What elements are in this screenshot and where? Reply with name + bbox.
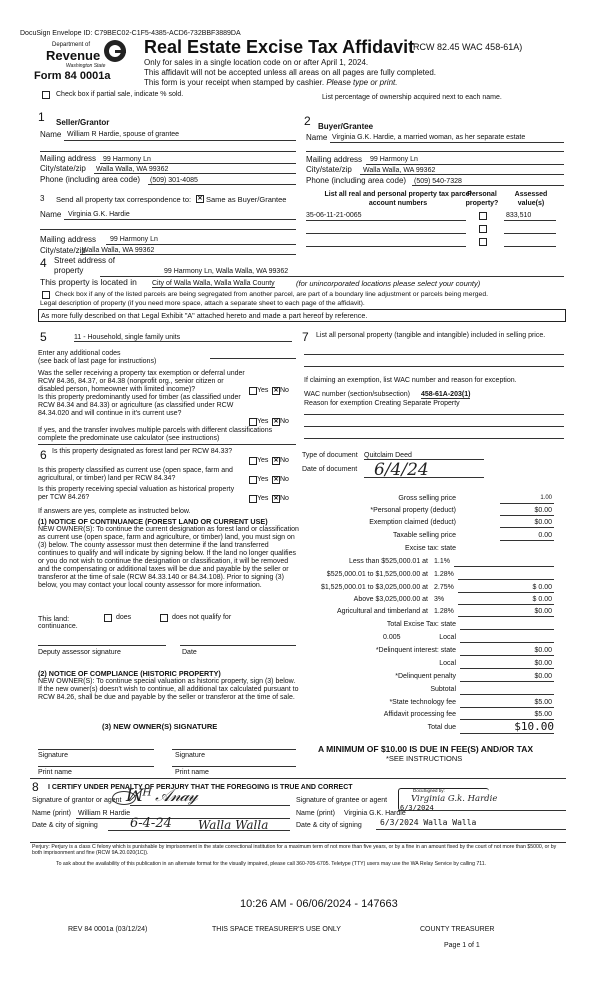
certify-text: I CERTIFY UNDER PENALTY OF PERJURY THAT THE FOREGOING IS TRUE AND CORRECT [48, 784, 353, 791]
grantor-sig-label: Signature of grantor or agent [32, 797, 122, 804]
doc-type-label: Type of document [302, 452, 358, 459]
section6-q1: Is this property designated as forest land per RCW 84.33? [52, 448, 233, 455]
tax-value-gross[interactable]: 1.00 [540, 495, 552, 501]
does-not-checkbox[interactable] [160, 614, 168, 622]
street-label-2: property [54, 266, 84, 275]
s6q3-yes-checkbox[interactable] [249, 495, 257, 503]
q1-yes-checkbox[interactable] [249, 387, 257, 395]
deputy-signature-label: Deputy assessor signature [38, 649, 121, 656]
located-value[interactable]: City of Walla Walla, Walla Walla County [152, 280, 275, 287]
pct-note: List percentage of ownership acquired next to each name. [322, 94, 502, 101]
new-owner-print-2[interactable]: Print name [175, 769, 209, 776]
section6-number: 6 [40, 448, 47, 462]
grantor-city[interactable]: Walla Walla [198, 818, 269, 832]
personal-property-checkbox-1[interactable] [479, 212, 487, 220]
buyer-mailing-value[interactable]: 99 Harmony Ln [370, 156, 418, 163]
tax-label-taxable: Taxable selling price [392, 532, 456, 539]
buyer-heading: Buyer/Grantee [318, 122, 374, 131]
section6-q3: Is this property receiving special valuation as historical property per TCW 84.26? [38, 486, 235, 501]
grantee-date-small: 6/3/2024 [400, 804, 434, 812]
notice1-title: (1) NOTICE OF CONTINUANCE (FOREST LAND OR CURRENT USE) [38, 517, 268, 526]
s6q1-no-checkbox[interactable]: ✕ [273, 458, 279, 464]
seller-name-label: Name [40, 130, 62, 139]
buyer-city-label: City/state/zip [306, 165, 352, 174]
bracket-rate-3: 2.75% [434, 584, 454, 591]
doc-type-value[interactable]: Quitclaim Deed [364, 452, 484, 460]
tax-label-gross: Gross selling price [398, 495, 456, 502]
header-line1: Only for sales in a single location code on or after April 1, 2024. [144, 58, 369, 67]
s6q1-yes-checkbox[interactable] [249, 457, 257, 465]
segregate-label: Check box if any of the listed parcels are being segregated from another parcel, are part of a boundary line adjustment or parcels being merged. [55, 291, 488, 298]
revenue-logo-icon [104, 40, 126, 62]
wac-label: WAC number (section/subsection) [304, 391, 410, 398]
availability-notice: To ask about the availability of this publication in an alternate format for the visually impaired, please call 360-705-6705. Teletype (TTY) users may use the WA Relay Service by calling 711. [56, 861, 487, 867]
s6q2-no-label: No [280, 476, 289, 483]
street-label-1: Street address of [54, 256, 115, 265]
notice1-body: NEW OWNER(S): To continue the current designation as forest land or classification as current use (open space, farm and agriculture, or timber) land, you must sign on (3) below. The county assessor must then determine if the land transferred continues to qualify and will indicate by signing below. If the land no longer qualifies or you do not wish to continue the designation or classification, it will be removed and the compensating or additional taxes will be due and payable by the seller or transferor at the time of sale (RCW 84.33.140 or 84.34.108). Prior to signing (3) below, you may contact your local county assessor for more information. [38, 526, 299, 589]
s6q2-no-checkbox[interactable]: ✕ [273, 477, 279, 483]
section3-mailing-value[interactable]: 99 Harmony Ln [110, 236, 158, 243]
tax-value-exemption[interactable]: $0.00 [534, 519, 552, 526]
doc-date-value[interactable]: 6/4/24 [374, 460, 429, 480]
personal-property-checkbox-3[interactable] [479, 238, 487, 246]
bracket-range-3: $1,525,000.01 to $3,025,000.00 at [320, 584, 428, 591]
footer-page: Page 1 of 1 [444, 942, 480, 949]
tax2-label-processing-fee: Affidavit processing fee [383, 711, 456, 718]
bracket-range-5: Agricultural and timberland at [336, 608, 428, 615]
grantor-date-label: Date & city of signing [32, 822, 98, 829]
tax-value-personal[interactable]: $0.00 [534, 507, 552, 514]
tax2-value-delinquent-local[interactable]: $0.00 [534, 660, 552, 667]
grantee-date-label: Date & city of signing [296, 822, 362, 829]
bracket-rate-2: 1.28% [434, 571, 454, 578]
tax2-value-processing-fee[interactable]: $5.00 [534, 711, 552, 718]
legal-label: Legal description of property (if you need more space, attach a separate sheet to each page of the affidavit). [40, 300, 365, 307]
tax2-value-total-due[interactable]: $10.00 [514, 720, 554, 733]
notice2-title: (2) NOTICE OF COMPLIANCE (HISTORIC PROPERTY) [38, 669, 221, 678]
section6-instr: If answers are yes, complete as instructed below. [38, 508, 191, 515]
docusigned-by: DocuSigned by: [413, 788, 445, 793]
header-line2: This affidavit will not be accepted unless all areas on all pages are fully completed. [144, 68, 437, 77]
tax2-label-delinquent-state: *Delinquent interest: state [375, 647, 456, 654]
segregate-checkbox[interactable] [42, 291, 50, 299]
bracket-rate-5: 1.28% [434, 608, 454, 615]
personal-property-checkbox-2[interactable] [479, 225, 487, 233]
section5-number: 5 [40, 330, 47, 344]
footer-county-treasurer: COUNTY TREASURER [420, 926, 495, 933]
bracket-value-5[interactable]: $0.00 [534, 608, 552, 615]
located-label: This property is located in [40, 277, 137, 287]
section7-number: 7 [302, 330, 309, 344]
tax2-value-penalty[interactable]: $0.00 [534, 673, 552, 680]
bracket-range-2: $525,000.01 to $1,525,000.00 at [326, 571, 428, 578]
tax2-label-tech-fee: *State technology fee [389, 699, 456, 706]
stamp-text: 10:26 AM - 06/06/2024 - 147663 [240, 898, 398, 910]
grantor-date[interactable]: 6-4-24 [130, 816, 172, 831]
tax2-label-penalty: *Delinquent penalty [395, 673, 456, 680]
q1-no-checkbox[interactable]: ✕ [273, 388, 279, 394]
section3-text: Send all property tax correspondence to: [56, 195, 192, 204]
partial-sale-label: Check box if partial sale, indicate % sold. [56, 91, 184, 98]
perjury-notice: Perjury: Perjury is a class C felony which is punishable by imprisonment in the state correctional institution for a maximum term of not more than five years, or by a fine in an amount fixed by the court of not more than $5000, or by both imprisonment and fine (RCW 9A.20.020(1C)). [32, 844, 557, 856]
s6q1-yes-label: Yes [257, 457, 269, 464]
section3-city-value[interactable]: Walla Walla, WA 99362 [82, 247, 155, 254]
tax2-label-total-due: Total due [427, 724, 456, 731]
section5-q3: If yes, and the transfer involves multiple parcels with different classifications complete the predominate use calculator (see instructions) [38, 427, 273, 442]
seller-mailing-value[interactable]: 99 Harmony Ln [103, 156, 151, 163]
bracket-rate-1: 1.1% [434, 558, 450, 565]
enter-codes-2: (see back of last page for instructions) [38, 358, 157, 365]
doc-date-label: Date of document [302, 466, 358, 473]
tax2-value-delinquent-state[interactable]: $0.00 [534, 647, 552, 654]
bracket-range-4: Above $3,025,000.00 at [353, 596, 428, 603]
section6-q2: Is this property classified as current use (open space, farm and agricultural, or timber) land per RCW 84.34? [38, 467, 233, 482]
grantee-sig-label: Signature of grantee or agent [296, 797, 388, 804]
bracket-value-4[interactable]: $ 0.00 [532, 596, 552, 603]
parcels-col1: List all real and personal property tax parcel account numbers [324, 191, 472, 207]
parcels-col2: Personal property? [465, 191, 499, 207]
section5-q2: Is this property predominantly used for timber (as classified under RCW 84.34 and 84.33) or agriculture (as classified under RCW 84.34.020 and will continue in it's current use? [38, 394, 241, 417]
does-label: does [116, 614, 132, 621]
q1-no-label: No [280, 387, 289, 394]
section3-mailing-label: Mailing address [40, 235, 97, 244]
form-title: Real Estate Excise Tax Affidavit [144, 37, 415, 57]
seller-name-value[interactable]: William R Hardie, spouse of grantee [67, 131, 180, 138]
section8-number: 8 [32, 780, 39, 794]
grantee-name-label: Name (print) [296, 810, 335, 817]
legal-description-value: As more fully described on that Legal Exhibit "A" attached hereto and made a part hereof by reference. [41, 311, 368, 320]
buyer-city-value[interactable]: Walla Walla, WA 99362 [363, 167, 436, 174]
tax-value-taxable[interactable]: 0.00 [538, 532, 552, 539]
seller-heading: Seller/Grantor [56, 118, 110, 127]
section3-name-value[interactable]: Virginia G.K. Hardie [68, 211, 130, 218]
tax2-label-total-state: Total Excise Tax: state [386, 621, 456, 628]
tax2-label-local: Local [439, 634, 456, 641]
q1-yes-label: Yes [257, 387, 269, 394]
continuance-label: continuance. [38, 623, 78, 630]
notice2-body: NEW OWNER(S): To continue special valuation as historic property, sign (3) below. If the new owner(s) doesn't wish to continue, all additional tax calculated pursuant to RCW 84.26, shall be due and payable by the seller or transferor at the time of sale. [38, 678, 299, 701]
section2-number: 2 [304, 114, 311, 128]
street-address[interactable]: 99 Harmony Ln, Walla Walla, WA 99362 [164, 268, 289, 275]
tax2-label-delinquent-local: Local [439, 660, 456, 667]
grantor-signature[interactable]: ꟽ̸ᴴ 𝒜𝓃𝒶𝓎 [126, 786, 197, 806]
wac-value[interactable]: 458-61A-203(1) [421, 391, 471, 398]
section5-q1: Was the seller receiving a property tax exemption or deferral under RCW 84.36, 84.37, or 84.38 (nonprofit org., senior citizen or disabled person, homeowner with limited income)? [38, 370, 245, 393]
section3-city-label: City/state/zip [40, 246, 86, 255]
same-as-buyer-checkbox[interactable]: ✕ [197, 196, 203, 202]
parcels-col3: Assessed value(s) [514, 191, 548, 207]
new-owner-print-1[interactable]: Print name [38, 769, 72, 776]
bracket-rate-4: 3% [434, 596, 445, 603]
section7-text: List all personal property (tangible and intangible) included in selling price. [316, 332, 546, 339]
this-land-label: This land: [38, 614, 70, 623]
grantee-date-city[interactable]: 6/3/2024 Walla Walla [380, 818, 477, 827]
tax2-value-tech-fee[interactable]: $5.00 [534, 699, 552, 706]
bracket-value-3[interactable]: $ 0.00 [532, 584, 552, 591]
buyer-phone-label: Phone (including area code) [306, 176, 407, 185]
buyer-name-label: Name [306, 133, 328, 142]
seller-city-value[interactable]: Walla Walla, WA 99362 [96, 166, 169, 173]
footer-treasurer-use: THIS SPACE TREASURER'S USE ONLY [212, 926, 341, 933]
buyer-name-value[interactable]: Virginia G.K. Hardie, a married woman, as her separate estate [332, 134, 526, 141]
grantor-name-label: Name (print) [32, 810, 71, 817]
grantor-name[interactable]: William R Hardie [78, 810, 131, 817]
revenue-logo-text: Revenue [46, 48, 101, 63]
enter-codes-1: Enter any additional codes [38, 350, 121, 357]
exemption-label: If claiming an exemption, list WAC number and reason for exception. [304, 377, 517, 384]
header-line3: This form is your receipt when stamped by cashier. Please type or print. [144, 78, 398, 87]
q2-no-label: No [280, 418, 289, 425]
assessed-value[interactable]: 833,510 [506, 212, 532, 219]
footer-rev: REV 84 0001a (03/12/24) [68, 926, 148, 933]
s6q3-yes-label: Yes [257, 495, 269, 502]
bracket-range-1: Less than $525,000.01 at [348, 558, 428, 565]
tax-label-exemption: Exemption claimed (deduct) [369, 519, 456, 526]
tax2-local-rate: 0.005 [383, 634, 401, 641]
reason-label: Reason for exemption Creating Separate Property [304, 400, 460, 407]
tax-label-personal: *Personal property (deduct) [370, 507, 456, 514]
new-owner-signature-2[interactable]: Signature [175, 752, 205, 759]
q2-yes-checkbox[interactable] [249, 418, 257, 426]
minimum-notice: A MINIMUM OF $10.00 IS DUE IN FEE(S) AND/OR TAX [318, 744, 534, 754]
form-number: Form 84 0001a [34, 70, 111, 82]
dept-state: Washington State [66, 63, 106, 69]
deputy-date-label: Date [182, 649, 197, 656]
s6q3-no-checkbox[interactable]: ✕ [273, 496, 279, 502]
legal-description-box[interactable] [38, 309, 566, 322]
does-checkbox[interactable] [104, 614, 112, 622]
seller-city-label: City/state/zip [40, 164, 86, 173]
grantee-signature[interactable]: Virginia G.k. Hardie [411, 794, 498, 804]
section1-number: 1 [38, 110, 45, 124]
seller-phone-label: Phone (including area code) [40, 175, 141, 184]
form-rcw: (RCW 82.45 WAC 458-61A) [410, 42, 523, 52]
new-owner-signature-title: (3) NEW OWNER(S) SIGNATURE [102, 722, 218, 731]
tax-label-excise: Excise tax: state [405, 545, 456, 552]
partial-sale-checkbox[interactable] [42, 91, 50, 99]
section5-code[interactable]: 11 - Household, single family units [74, 334, 292, 342]
s6q2-yes-checkbox[interactable] [249, 476, 257, 484]
section4-number: 4 [40, 256, 47, 270]
seller-mailing-label: Mailing address [40, 154, 97, 163]
q2-yes-label: Yes [257, 418, 269, 425]
s6q3-no-label: No [280, 495, 289, 502]
does-not-label: does not qualify for [172, 614, 232, 621]
same-as-buyer-label: Same as Buyer/Grantee [206, 195, 287, 204]
seller-phone-value[interactable]: (509) 301-4085 [150, 177, 198, 184]
new-owner-signature-1[interactable]: Signature [38, 752, 68, 759]
parcel-number[interactable]: 35-06-11-21-0065 [306, 212, 362, 219]
located-note: (for unincorporated locations please select your county) [296, 279, 481, 288]
section3-number: 3 [40, 194, 45, 203]
buyer-mailing-label: Mailing address [306, 155, 363, 164]
s6q2-yes-label: Yes [257, 476, 269, 483]
see-instructions: *SEE INSTRUCTIONS [386, 754, 463, 763]
s6q1-no-label: No [280, 457, 289, 464]
dept-line: Department of [52, 42, 91, 48]
tax2-label-subtotal: Subtotal [430, 686, 456, 693]
q2-no-checkbox[interactable]: ✕ [273, 419, 279, 425]
envelope-id: DocuSign Envelope ID: C79BEC02-C1F5-4385-ACD6-732BBF3889DA [20, 30, 241, 37]
section3-name-label: Name [40, 210, 62, 219]
grantee-name[interactable]: Virginia G.K. Hardie [344, 810, 406, 817]
buyer-phone-value[interactable]: (509) 540-7328 [414, 178, 462, 185]
